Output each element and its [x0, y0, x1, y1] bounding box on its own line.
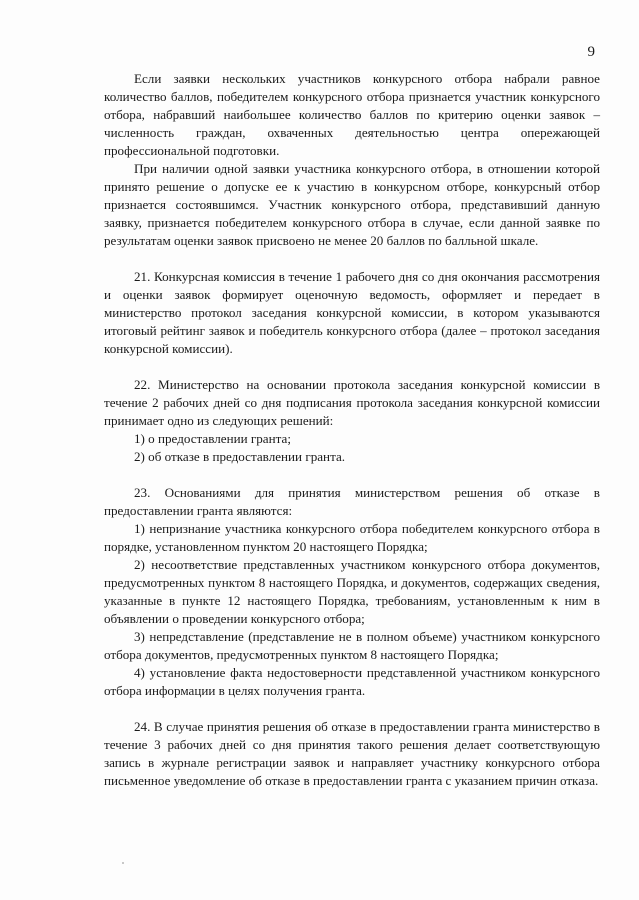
paragraph-tie-rule: Если заявки нескольких участников конкурсного отбора набрали равное количество баллов, победителем конкурсного отбора признается участник конкурсного отбора, набравший наибольшее количество баллов по критерию оценки заявок – численность граждан, охваченных деятельностью центра опережающей профессиональной подготовки. — [104, 71, 600, 158]
scan-speck — [122, 862, 124, 864]
paragraph-22-item-2: 2) об отказе в предоставлении гранта. — [134, 449, 346, 464]
paragraph-22: 22. Министерство на основании протокола заседания конкурсной комиссии в течение 2 рабочих дней со дня подписания протокола заседания конкурсной комиссии принимает одно из следующих решений: — [104, 377, 600, 428]
document-body — [104, 70, 600, 790]
page-number: 9 — [587, 44, 595, 60]
paragraph-21: 21. Конкурсная комиссия в течение 1 рабочего дня со дня окончания рассмотрения и оценки заявок формирует оценочную ведомость, оформляет и передает в министерство протокол заседания конкурсной комиссии, в котором указываются итоговый рейтинг заявок и победитель конкурсного отбора (далее – протокол заседания конкурсной комиссии). — [104, 269, 600, 356]
paragraph-24: 24. В случае принятия решения об отказе в предоставлении гранта министерство в течение 3 рабочих дней со дня принятия такого решения делает соответствующую запись в журнале регистрации заявок и направляет участнику конкурсного отбора письменное уведомление об отказе в предоставлении гранта с указанием причин отказа. — [104, 719, 600, 788]
paragraph-23: 23. Основаниями для принятия министерством решения об отказе в предоставлении гранта являются: — [104, 485, 600, 518]
paragraph-23-item-4: 4) установление факта недостоверности представленной участником конкурсного отбора информации в целях получения гранта. — [104, 665, 600, 698]
paragraph-23-item-2: 2) несоответствие представленных участником конкурсного отбора документов, предусмотренных пунктом 8 настоящего Порядка, и документов, содержащих сведения, указанные в пункте 12 настоящего Порядка, требованиям, установленным к ним в объявлении о проведении конкурсного отбора; — [104, 557, 600, 626]
paragraph-23-item-3: 3) непредставление (представление не в полном объеме) участником конкурсного отбора документов, предусмотренных пунктом 8 настоящего Порядка; — [104, 629, 600, 662]
paragraph-22-item-1: 1) о предоставлении гранта; — [134, 431, 291, 446]
paragraph-single-application: При наличии одной заявки участника конкурсного отбора, в отношении которой принято решение о допуске ее к участию в конкурсном отборе, конкурсный отбор признается состоявшимся. Участник конкурсного отбора, представивший данную заявку, признается победителем конкурсного отбора в случае, если данной заявке по результатам оценки заявок присвоено не менее 20 баллов по балльной шкале. — [104, 161, 600, 248]
paragraph-23-item-1: 1) непризнание участника конкурсного отбора победителем конкурсного отбора в порядке, установленном пунктом 20 настоящего Порядка; — [104, 521, 600, 554]
